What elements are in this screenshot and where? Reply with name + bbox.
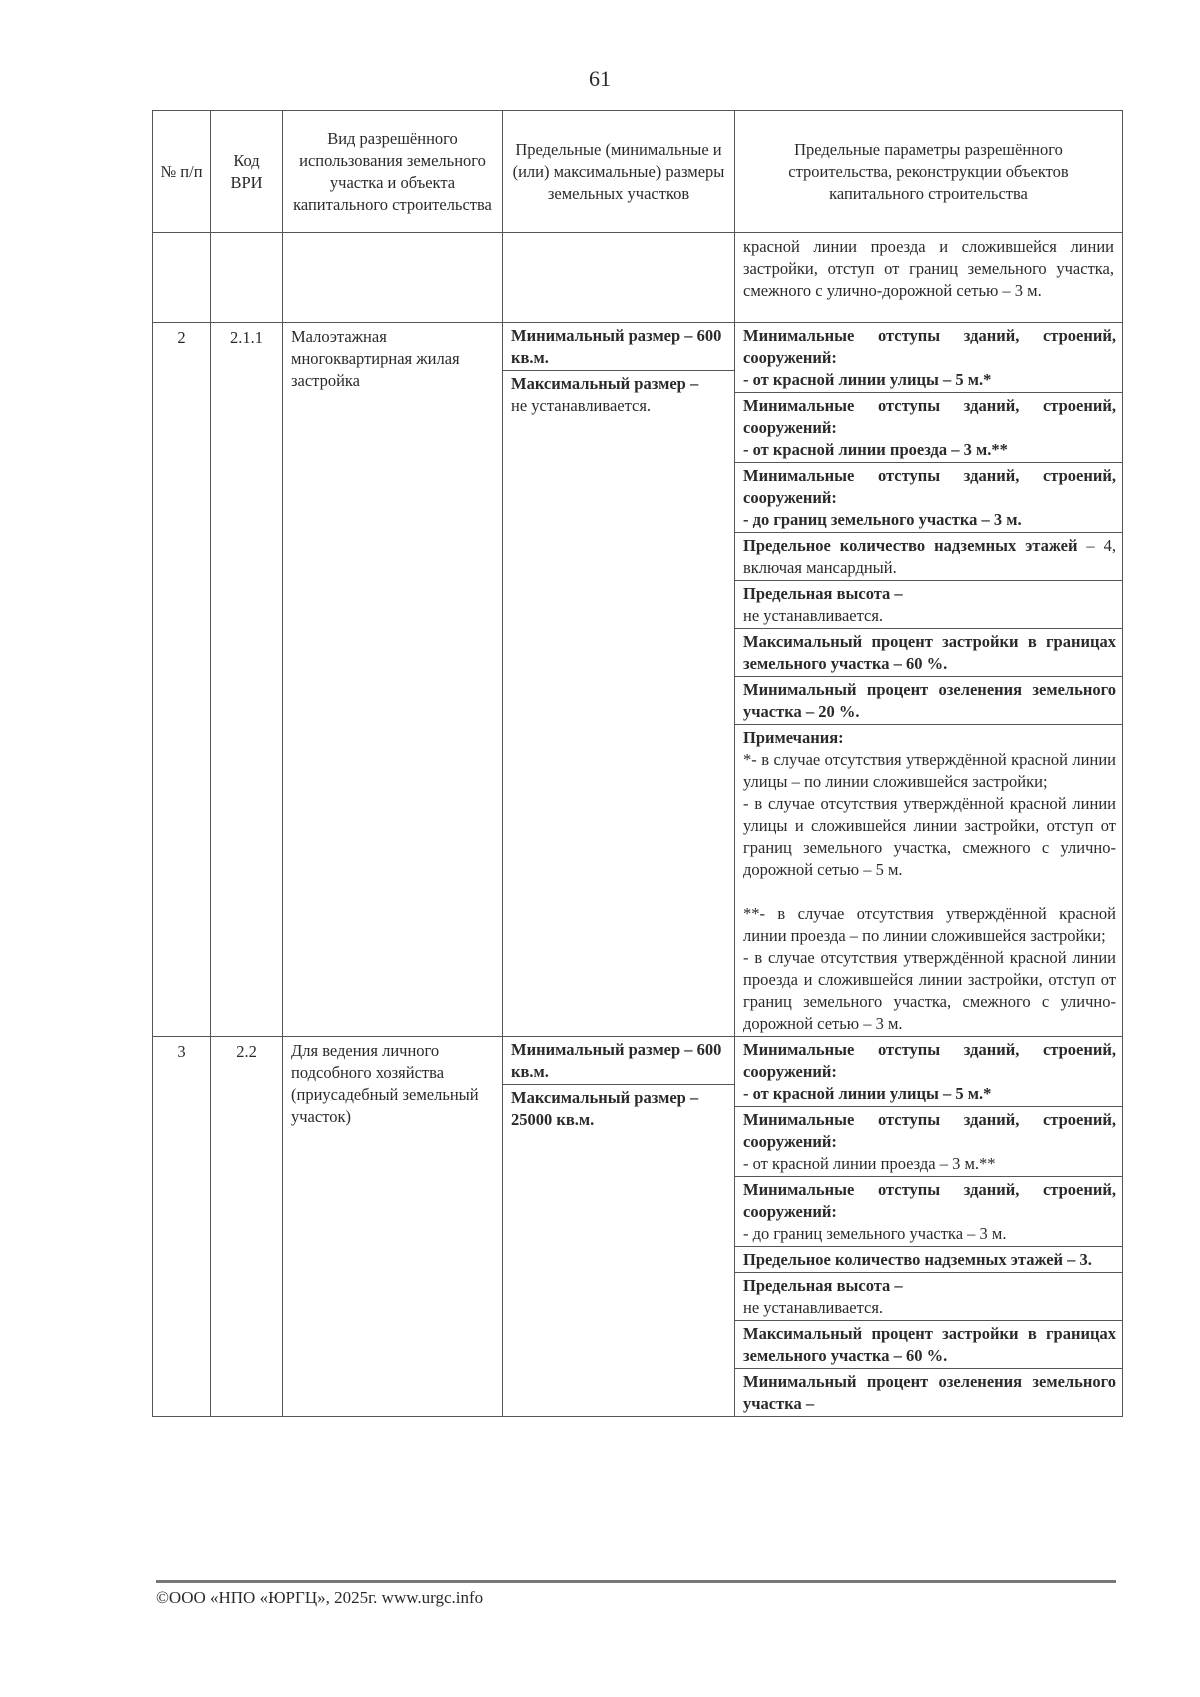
param-continuation: красной линии проезда и сложившейся линии застройки, отступ от границ земельного участка, смежного с улично-дорожной сетью – 3 м.	[743, 237, 1114, 300]
header-params: Предельные параметры разрешённого строительства, реконструкции объектов капитального строительства	[735, 111, 1123, 233]
row-use-name: Малоэтажная многоквартирная жилая застройка	[291, 327, 460, 390]
header-number: № п/п	[153, 111, 211, 233]
min-plot-size: Минимальный размер – 600 кв.м.	[503, 1037, 734, 1085]
footer-divider	[156, 1580, 1116, 1583]
min-plot-size: Минимальный размер – 600 кв.м.	[503, 323, 734, 371]
param-setback-street: Минимальные отступы зданий, строений, сооружений: - от красной линии улицы – 5 м.*	[735, 1037, 1122, 1107]
table-row	[153, 233, 1123, 323]
row-use-name: Для ведения личного подсобного хозяйства (приусадебный земельный участок)	[291, 1041, 479, 1126]
param-greening: Минимальный процент озеленения земельного участка –	[743, 1372, 1116, 1413]
table-row	[153, 1037, 1123, 1417]
header-use-type: Вид разрешённого использования земельного участка и объекта капитального строительства	[283, 111, 503, 233]
param-setback-plot: Минимальные отступы зданий, строений, сооружений: - до границ земельного участка – 3 м.	[735, 463, 1122, 533]
param-setback-plot: Минимальные отступы зданий, строений, сооружений: - до границ земельного участка – 3 м.	[735, 1177, 1122, 1247]
regulations-table	[152, 110, 1123, 1417]
notes	[735, 725, 1122, 1036]
param-setback-driveway: Минимальные отступы зданий, строений, сооружений: - от красной линии проезда – 3 м.**	[735, 393, 1122, 463]
param-setback-street: Минимальные отступы зданий, строений, сооружений: - от красной линии улицы – 5 м.*	[735, 323, 1122, 393]
page-number: 61	[589, 66, 611, 91]
max-plot-size: Максимальный размер – 25000 кв.м.	[511, 1088, 699, 1129]
param-floors: Предельное количество надземных этажей – 4, включая мансардный.	[735, 533, 1122, 581]
row-code: 2.1.1	[211, 323, 283, 1037]
note-item: - в случае отсутствия утверждённой красной линии улицы и сложившейся линии застройки, отступ от границ земельного участка, смежного с улично-дорожной сетью – 5 м.	[743, 794, 1116, 879]
header-code: Код ВРИ	[211, 111, 283, 233]
param-floors: Предельное количество надземных этажей – 3.	[735, 1247, 1122, 1273]
note-item: **- в случае отсутствия утверждённой красной линии проезда – по линии сложившейся застройки;	[743, 904, 1116, 945]
param-height: Предельная высота – не устанавливается.	[735, 1273, 1122, 1321]
header-plot-size: Предельные (минимальные и (или) максимальные) размеры земельных участков	[503, 111, 735, 233]
footer-copyright: ©ООО «НПО «ЮРГЦ», 2025г. www.urgc.info	[156, 1588, 484, 1607]
param-build-coverage: Максимальный процент застройки в границах земельного участка – 60 %.	[735, 629, 1122, 677]
notes-title: Примечания:	[743, 728, 844, 747]
note-item: - в случае отсутствия утверждённой красной линии проезда и сложившейся линии застройки, отступ от границ земельного участка, смежного с улично-дорожной сетью – 3 м.	[743, 948, 1116, 1033]
row-number: 3	[153, 1037, 211, 1417]
param-setback-driveway: Минимальные отступы зданий, строений, сооружений: - от красной линии проезда – 3 м.**	[735, 1107, 1122, 1177]
table-row	[153, 323, 1123, 1037]
note-item: *- в случае отсутствия утверждённой красной линии улицы – по линии сложившейся застройки;	[743, 750, 1116, 791]
row-number: 2	[153, 323, 211, 1037]
row-code: 2.2	[211, 1037, 283, 1417]
param-build-coverage: Максимальный процент застройки в границах земельного участка – 60 %.	[735, 1321, 1122, 1369]
table-header-row	[153, 111, 1123, 233]
param-height: Предельная высота – не устанавливается.	[735, 581, 1122, 629]
max-plot-size: Максимальный размер – не устанавливается.	[511, 374, 699, 415]
param-greening: Минимальный процент озеленения земельного участка – 20 %.	[735, 677, 1122, 725]
